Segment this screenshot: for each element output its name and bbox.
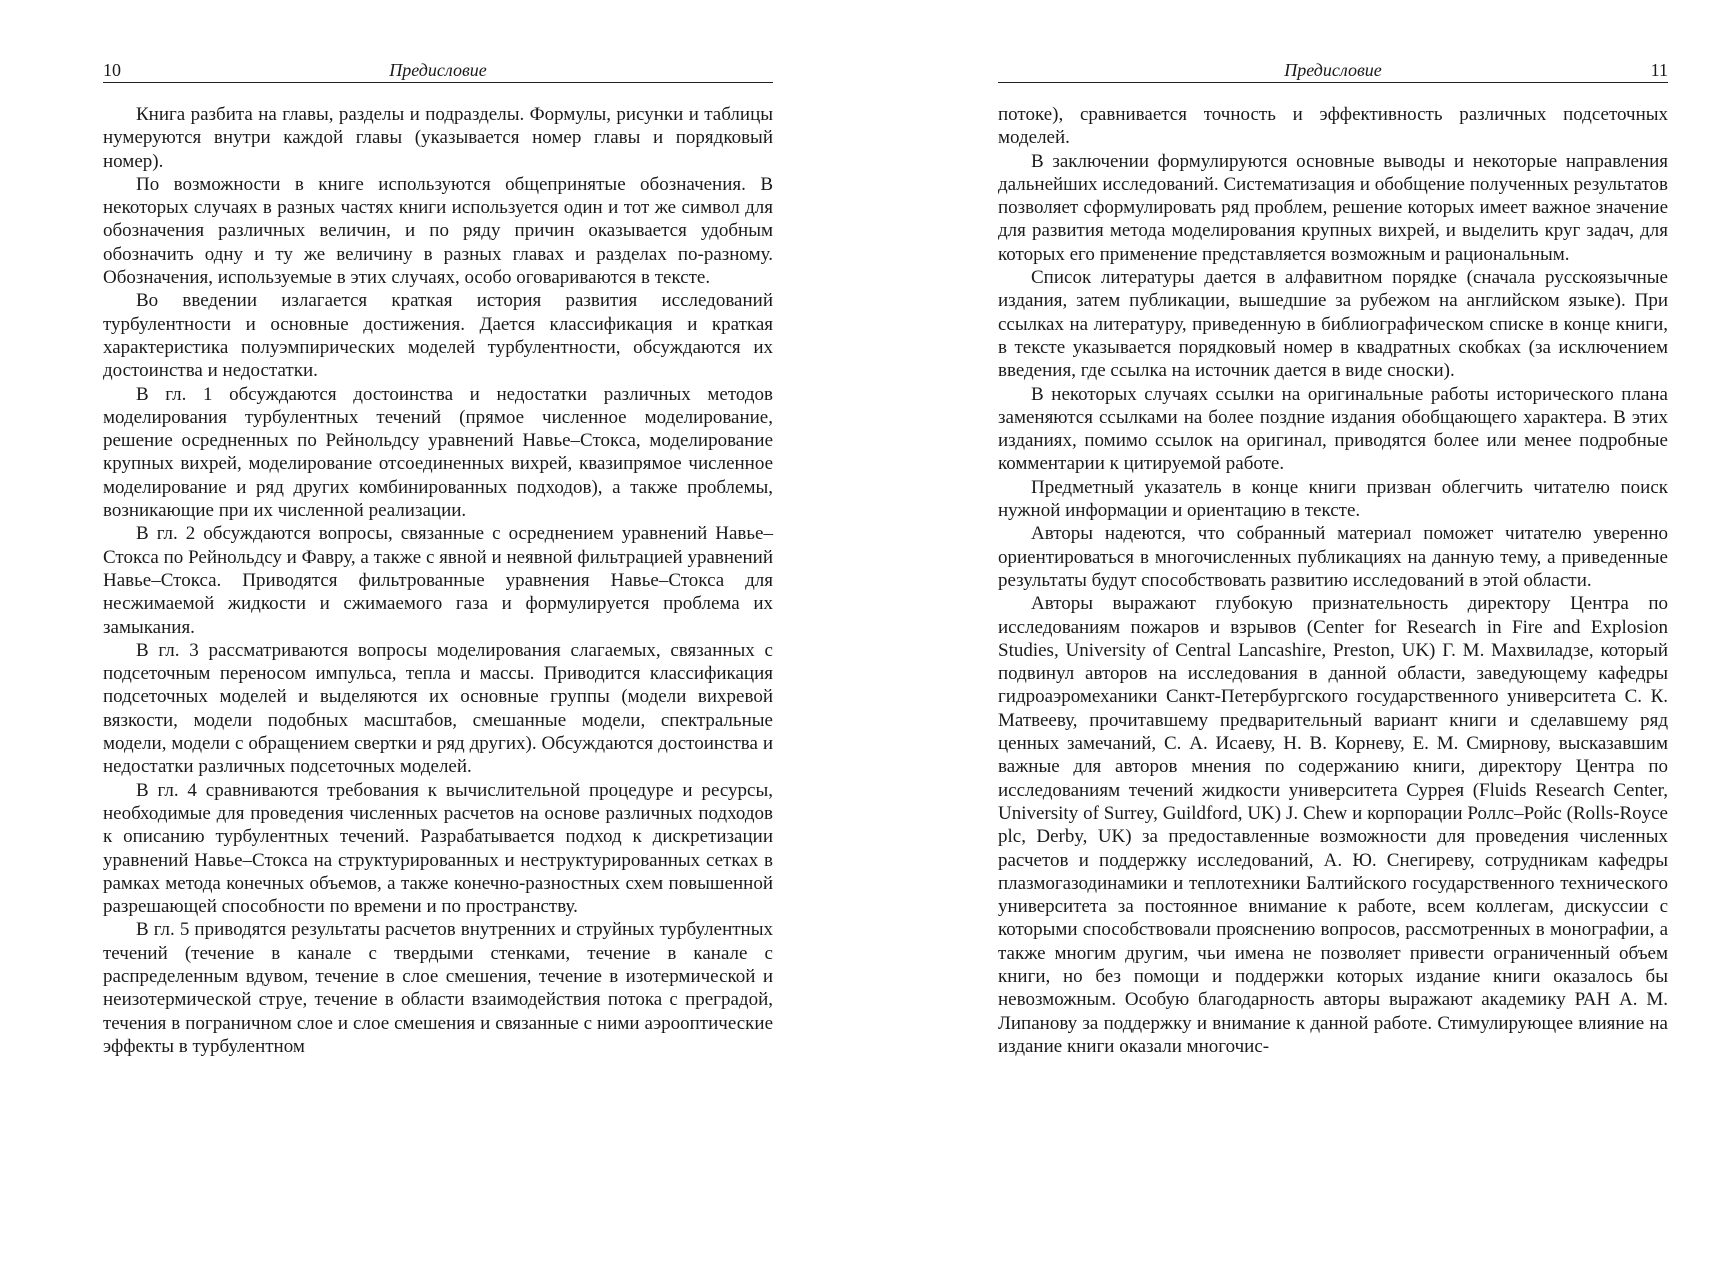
right-page-header [998,58,1668,83]
paragraph: В гл. 1 обсуждаются достоинства и недостатки различных методов моделирования турбулентных течений (прямое численное моделирование, решение осредненных по Рейнольдсу уравнений Навье–Стокса, моделирование крупных вихрей, моделирование отсоединенных вихрей, квазипрямое численное моделирование и ряд других комбинированных подходов), а также проблемы, возникающие при их численной реализации. [103,383,773,522]
paragraph: В гл. 5 приводятся результаты расчетов внутренних и струйных турбулентных течений (течение в канале с твердыми стенками, течение в канале с распределенным вдувом, течение в слое смешения, течение в изотермической и неизотермической струе, течение в области взаимодействия потока с преградой, течения в пограничном слое и слое смешения и связанные с ними аэрооптические эффекты в турбулентном [103,919,773,1057]
page-number: 10 [103,60,121,80]
paragraph: В заключении формулируются основные выводы и некоторые направления дальнейших исследований. Систематизация и обобщение полученных результатов позволяет сформулировать ряд проблем, решение которых имеет важное значение для развития метода моделирования крупных вихрей, и выделить круг задач, для которых его применение представляется возможным и рациональным. [998,150,1668,265]
paragraph: Книга разбита на главы, разделы и подразделы. Формулы, рисунки и таблицы нумеруются внутри каждой главы (указывается номер главы и порядковый номер). [103,104,773,172]
paragraph: Авторы выражают глубокую признательность директору Центра по исследованиям пожаров и взрывов (Center for Research in Fire and Explosion Studies, University of Central Lancashire, Preston, UK) Г. М. Махвиладзе, который подвинул авторов на исследования в данной области, заведующему кафедры гидроаэромеханики Санкт-Петербургского государственного университета С. К. Матвееву, прочитавшему предварительный вариант книги и сделавшему ряд ценных замечаний, С. А. Исаеву, Н. В. Корневу, Е. М. Смирнову, высказавшим важные для авторов мнения по содержанию книги, директору Центра по исследованиям течений жидкости университета Суррея (Fluids Research Center, University of Surrey, Guildford, UK) J. Chew и корпорации Роллс–Ройс (Rolls-Royce plc, Derby, UK) за предоставленные возможности для проведения численных расчетов и поддержку исследований, А. Ю. Снегиреву, сотрудникам кафедры плазмогазодинамики и теплотехники Балтийского государственного технического университета за постоянное внимание к работе, всем коллегам, дискуссии с которыми способствовали прояснению вопросов, рассмотренных в монографии, а также многим другим, чьи имена не позволяет привести ограниченный объем книги, но без помощи и поддержки которых издание книги оказалось бы невозможным. Особую благодарность авторы выражают академику РАН А. М. Липанову за поддержку и внимание к данной работе. Стимулирующее влияние на издание книги оказали многочис- [998,593,1668,1057]
running-title: Предисловие [389,60,487,80]
right-page [998,58,1668,1058]
left-page-body [103,103,773,1058]
running-title: Предисловие [1284,60,1382,80]
left-page-header [103,58,773,83]
paragraph: В гл. 2 обсуждаются вопросы, связанные с осреднением уравнений Навье–Стокса по Рейнольдсу и Фавру, а также с явной и неявной фильтрацией уравнений Навье–Стокса. Приводятся фильтрованные уравнения Навье–Стокса для несжимаемой жидкости и сжимаемого газа и формулируется проблема их замыкания. [103,523,773,638]
paragraph: Список литературы дается в алфавитном порядке (сначала русскоязычные издания, затем публикации, вышедшие за рубежом на английском языке). При ссылках на литературу, приведенную в библиографическом списке в конце книги, в тексте указывается порядковый номер в квадратных скобках (за исключением введения, где ссылка на источник дается в виде сноски). [998,267,1668,382]
paragraph-continuation: потоке), сравнивается точность и эффективность различных подсеточных моделей. [998,104,1668,149]
left-page [103,58,773,1058]
paragraph: Предметный указатель в конце книги призван облегчить читателю поиск нужной информации и ориентацию в тексте. [998,476,1668,522]
paragraph: В гл. 3 рассматриваются вопросы моделирования слагаемых, связанных с подсеточным переносом импульса, тепла и массы. Приводится классификация подсеточных моделей и выделяются их основные группы (модели вихревой вязкости, модели подобных масштабов, смешанные модели, спектральные модели, модели с обращением свертки и ряд других). Обсуждаются достоинства и недостатки различных подсеточных моделей. [103,639,773,778]
paragraph: Авторы надеются, что собранный материал поможет читателю уверенно ориентироваться в многочисленных публикациях на данную тему, а приведенные результаты будут способствовать развитию исследований в этой области. [998,523,1668,591]
page-number: 11 [1650,60,1668,80]
paragraph: Во введении излагается краткая история развития исследований турбулентности и основные достижения. Дается классификация и краткая характеристика полуэмпирических моделей турбулентности, обсуждаются их достоинства и недостатки. [103,290,773,382]
paragraph: В некоторых случаях ссылки на оригинальные работы исторического плана заменяются ссылками на более поздние издания обобщающего характера. В этих изданиях, помимо ссылок на оригинал, приводятся более или менее подробные комментарии к цитируемой работе. [998,383,1668,475]
paragraph: В гл. 4 сравниваются требования к вычислительной процедуре и ресурсы, необходимые для проведения численных расчетов на основе различных подходов к описанию турбулентных течений. Разрабатывается подход к дискретизации уравнений Навье–Стокса на структурированных и неструктурированных сетках в рамках метода конечных объемов, а также конечно-разностных схем повышенной разрешающей способности по времени и по пространству. [103,779,773,918]
paragraph: По возможности в книге используются общепринятые обозначения. В некоторых случаях в разных частях книги используется один и тот же символ для обозначения различных величин, и по ряду причин оказывается удобным обозначить одну и ту же величину в разных главах и разделах по-разному. Обозначения, используемые в этих случаях, особо оговариваются в тексте. [103,173,773,289]
right-page-body [998,103,1668,1058]
